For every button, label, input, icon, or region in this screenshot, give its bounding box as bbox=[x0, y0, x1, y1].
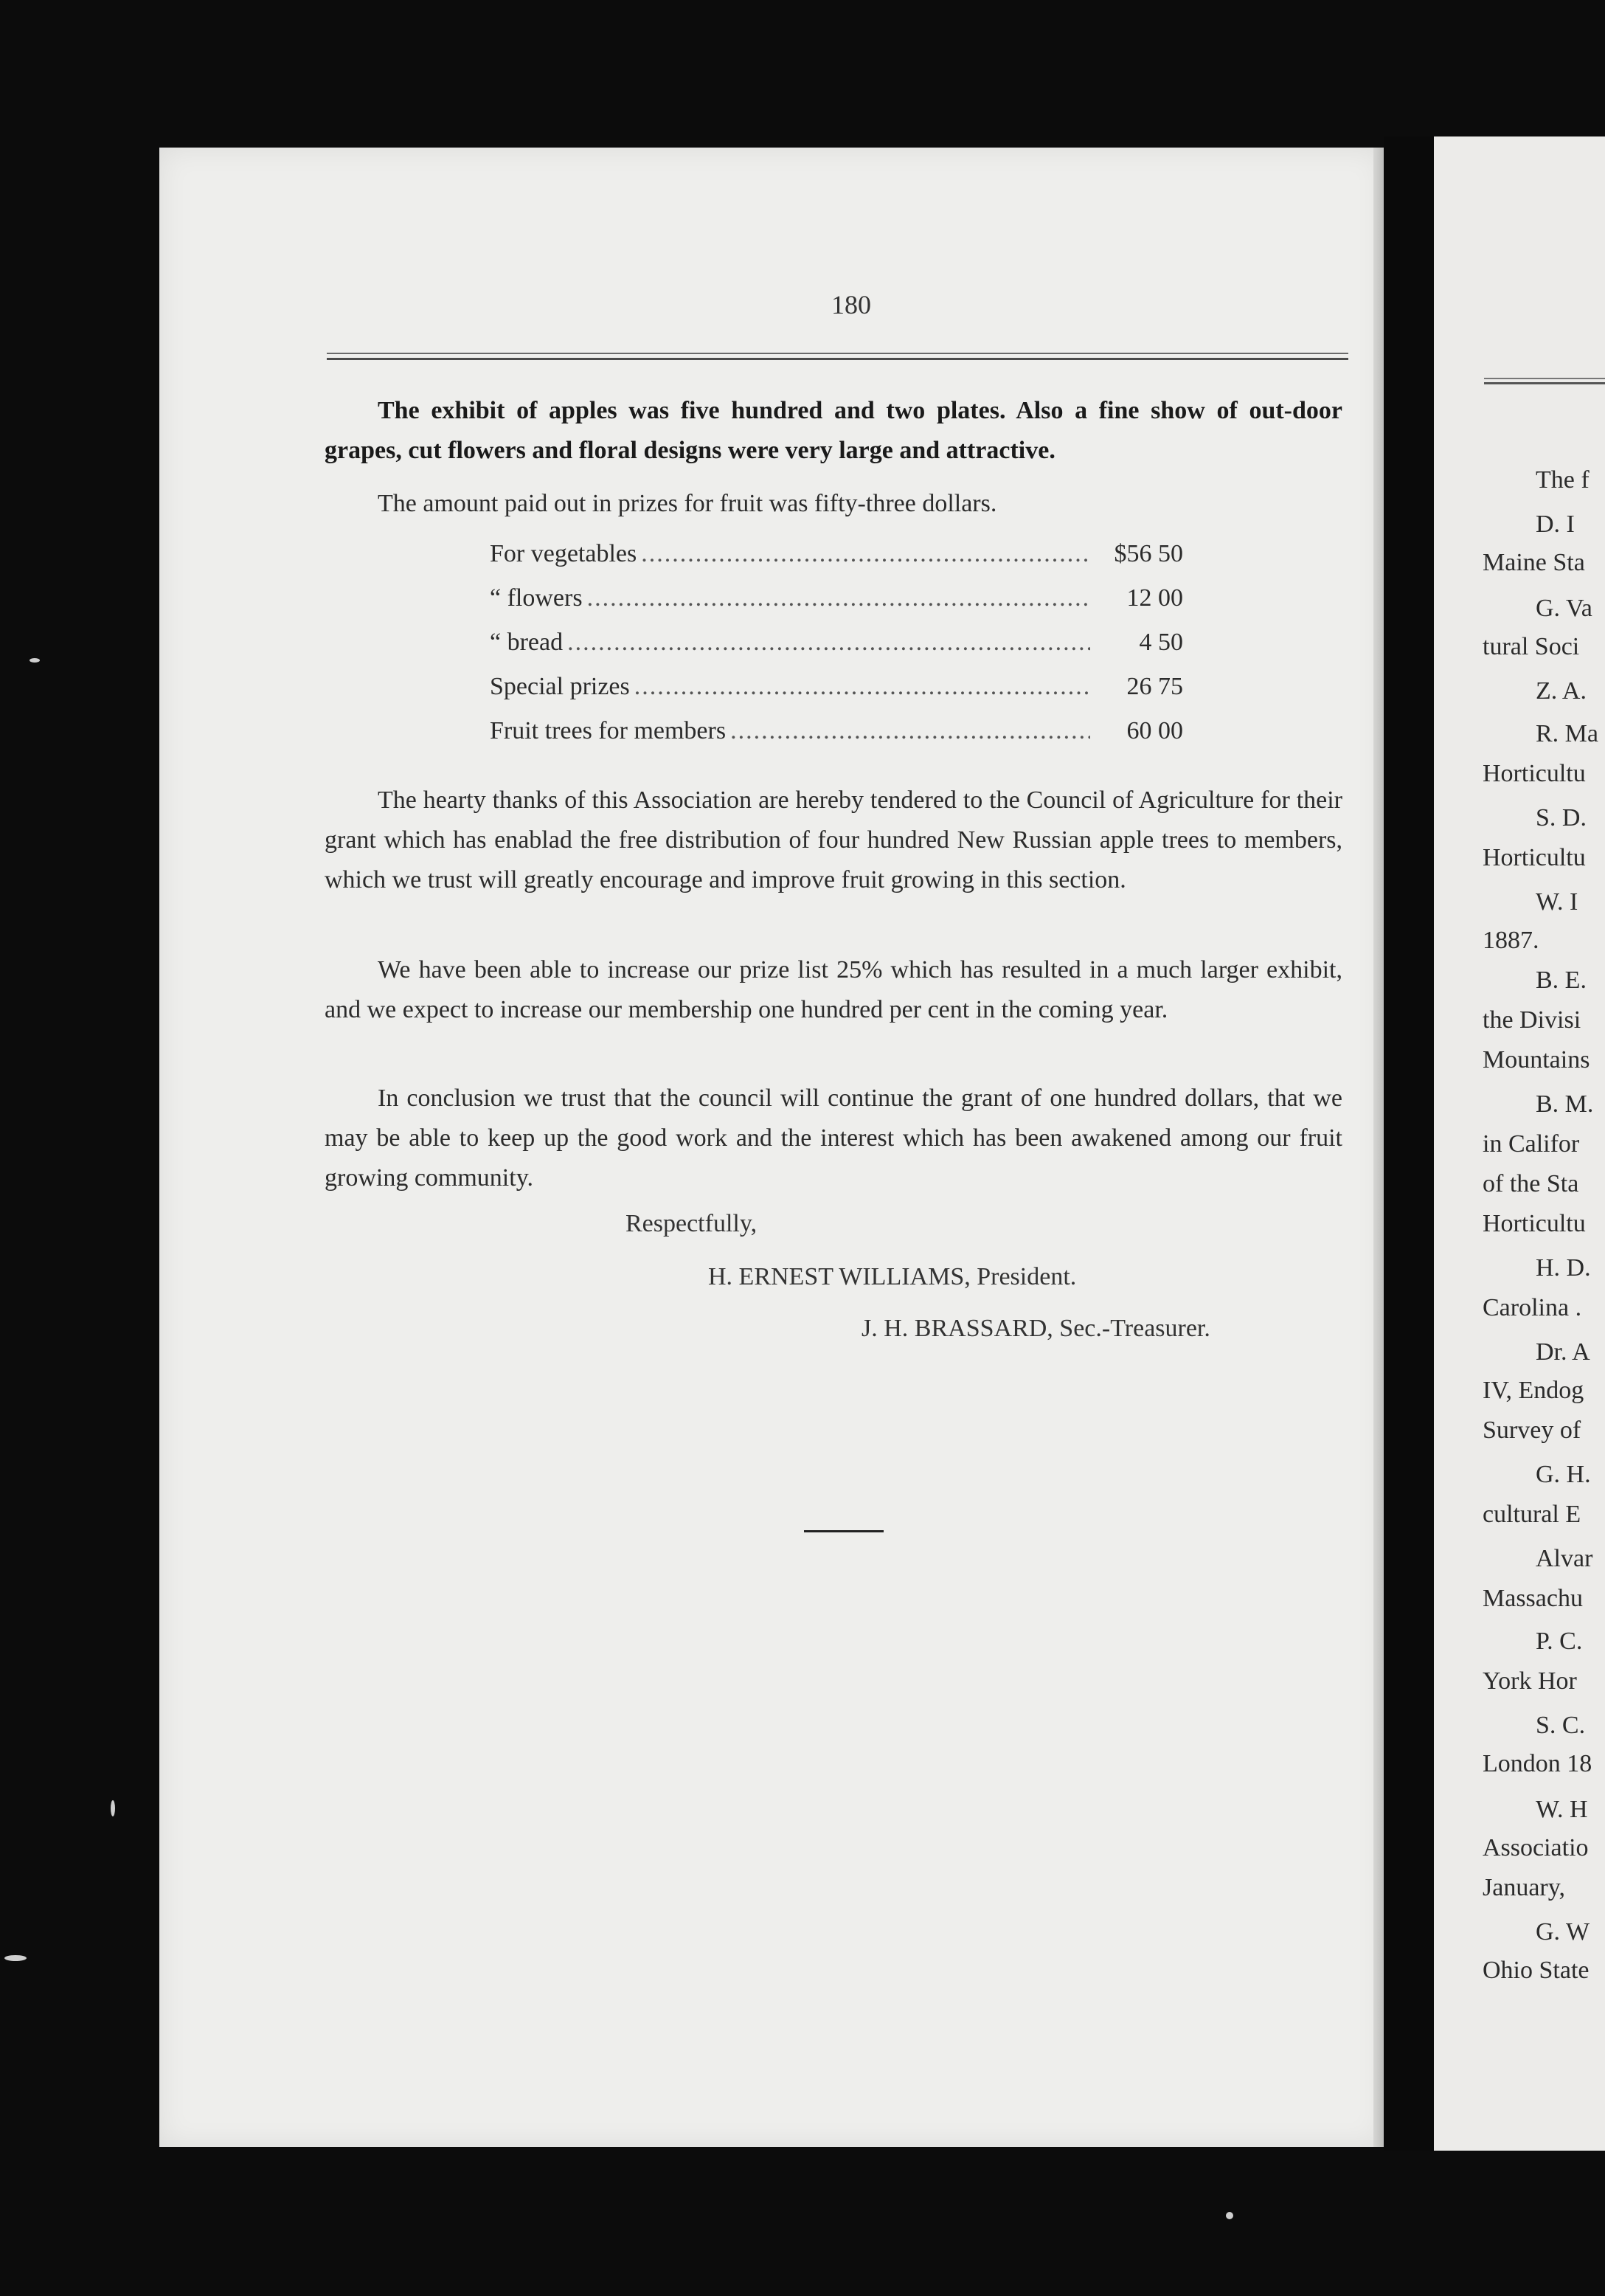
end-rule bbox=[804, 1530, 884, 1532]
right-page-line: IV, Endog bbox=[1483, 1377, 1584, 1404]
right-page-line: Ohio State bbox=[1483, 1957, 1590, 1984]
book-gutter bbox=[1384, 136, 1434, 2151]
right-page-line: Dr. A bbox=[1536, 1338, 1590, 1366]
right-page-line: Survey of bbox=[1483, 1417, 1581, 1444]
paragraph-prize-amount: The amount paid out in prizes for fruit was fifty-three dollars. bbox=[378, 490, 997, 517]
scan-speck bbox=[111, 1800, 115, 1816]
signature-treasurer: J. H. BRASSARD, Sec.-Treasurer. bbox=[862, 1315, 1210, 1342]
prize-row-fruit-trees: Fruit trees for members ..... 60 00 bbox=[490, 717, 1183, 758]
right-page-line: B. M. bbox=[1536, 1090, 1594, 1118]
right-page-line: Carolina . bbox=[1483, 1294, 1582, 1321]
right-page-line: in Califor bbox=[1483, 1130, 1580, 1158]
right-page-line: Mountains bbox=[1483, 1046, 1590, 1073]
right-page-line: of the Sta bbox=[1483, 1170, 1579, 1197]
scan-speck bbox=[1226, 2212, 1233, 2219]
right-page-line: W. I bbox=[1536, 888, 1578, 916]
right-page-line: H. D. bbox=[1536, 1254, 1591, 1282]
right-page-line: Horticultu bbox=[1483, 844, 1586, 871]
scan-speck bbox=[4, 1955, 27, 1961]
right-page-line: 1887. bbox=[1483, 927, 1539, 954]
right-page-line: Horticultu bbox=[1483, 760, 1586, 787]
header-rule bbox=[327, 353, 1348, 362]
right-page-line: Maine Sta bbox=[1483, 549, 1585, 576]
paragraph-increase: We have been able to increase our prize list 25% which has resulted in a much larger exhibit, and we expect to increase our membership one hundred per cent in the coming year. bbox=[325, 956, 1342, 1023]
right-page-line: Z. A. bbox=[1536, 677, 1587, 705]
prize-row-bread: “ bread ..... 4 50 bbox=[490, 629, 1183, 670]
right-page-line: cultural E bbox=[1483, 1501, 1581, 1528]
right-page-line: tural Soci bbox=[1483, 633, 1580, 660]
right-page-line: D. I bbox=[1536, 511, 1575, 538]
signature-president: H. ERNEST WILLIAMS, President. bbox=[708, 1263, 1077, 1290]
prize-row-vegetables: For vegetables ..... $56 50 bbox=[490, 540, 1183, 581]
scan-speck bbox=[30, 658, 40, 663]
right-page-line: London 18 bbox=[1483, 1750, 1592, 1777]
right-page-line: S. D. bbox=[1536, 804, 1587, 831]
right-page-header-rule bbox=[1484, 378, 1605, 385]
right-page-line: G. Va bbox=[1536, 595, 1592, 622]
right-page-line: Associatio bbox=[1483, 1834, 1589, 1861]
right-page-line: the Divisi bbox=[1483, 1006, 1581, 1034]
right-page-line: The f bbox=[1536, 466, 1590, 494]
paragraph-thanks: The hearty thanks of this Association are hereby tendered to the Council of Agriculture for their grant which has enablad the free distribution of four hundred New Russian apple trees to members, which we trust will greatly encourage and improve fruit growing in this section. bbox=[325, 786, 1342, 893]
closing-respectfully: Respectfully, bbox=[625, 1210, 758, 1237]
right-page-line: G. W bbox=[1536, 1918, 1590, 1946]
right-page-line: Horticultu bbox=[1483, 1210, 1586, 1237]
right-page-line: R. Ma bbox=[1536, 720, 1598, 747]
right-page-line: P. C. bbox=[1536, 1628, 1583, 1655]
paragraph-conclusion: In conclusion we trust that the council will continue the grant of one hundred dollars, that we may be able to keep up the good work and the interest which has been awakened among our fruit growing community. bbox=[325, 1085, 1342, 1192]
right-page-line: G. H. bbox=[1536, 1461, 1591, 1488]
right-page-line: W. H bbox=[1536, 1796, 1588, 1823]
right-page-line: B. E. bbox=[1536, 967, 1587, 994]
right-page-line: Alvar bbox=[1536, 1545, 1593, 1572]
right-page-line: S. C. bbox=[1536, 1712, 1586, 1739]
right-page-line: Massachu bbox=[1483, 1585, 1583, 1612]
prize-row-special: Special prizes ..... 26 75 bbox=[490, 673, 1183, 714]
right-page-line: York Hor bbox=[1483, 1667, 1577, 1695]
right-page-line: January, bbox=[1483, 1874, 1566, 1901]
prize-row-flowers: “ flowers ..... 12 00 bbox=[490, 584, 1183, 626]
paragraph-apples-exhibit: The exhibit of apples was five hundred and two plates. Also a fine show of out-door grapes, cut flowers and floral designs were very large and attractive. bbox=[325, 397, 1342, 464]
